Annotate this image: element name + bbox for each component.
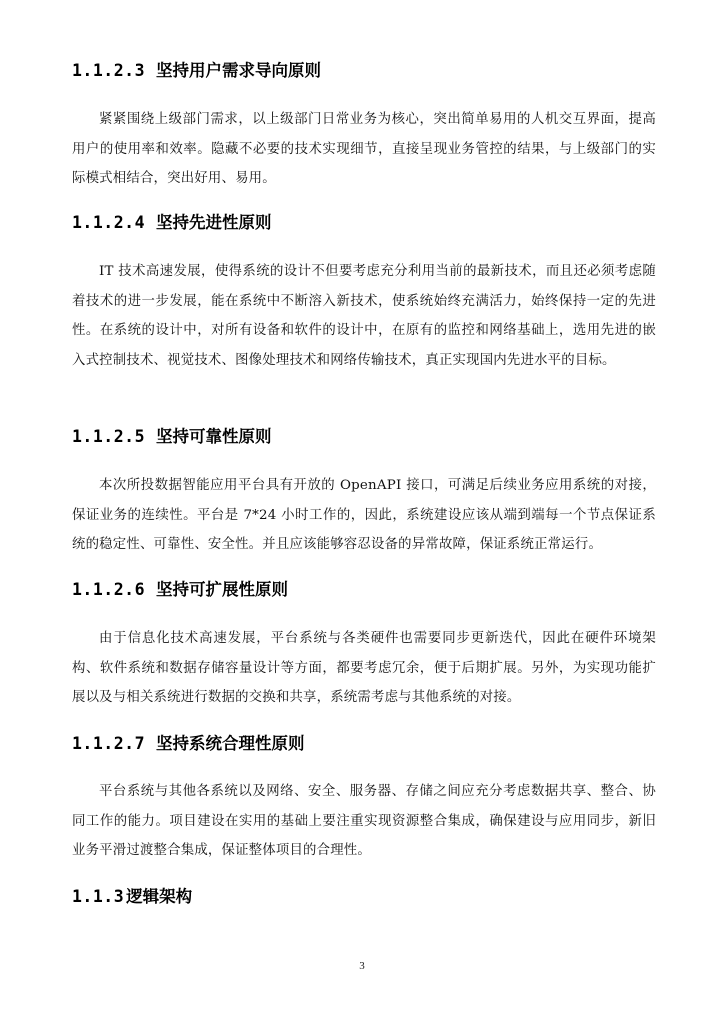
section-title: 坚持可靠性原则 [156, 428, 272, 446]
section-title: 坚持先进性原则 [156, 214, 272, 232]
page-number: 3 [359, 960, 365, 972]
section-heading-1-1-2-5 [72, 426, 272, 448]
section-number: 1.1.2.5 [72, 427, 146, 446]
section-heading-1-1-2-4 [72, 212, 272, 234]
section-heading-1-1-2-3 [72, 60, 321, 82]
section-heading-1-1-2-6 [72, 579, 288, 601]
section-heading-1-1-3 [72, 886, 192, 908]
section-title: 坚持系统合理性原则 [156, 735, 305, 753]
section-number: 1.1.2.4 [72, 213, 146, 232]
section-paragraph-1-1-2-6: 由于信息化技术高速发展，平台系统与各类硬件也需要同步更新迭代，因此在硬件环境架构、软件系统和数据存储容量设计等方面，都要考虑冗余，便于后期扩展。另外，为实现功能扩展以及与相关系统进行数据的交换和共享，系统需考虑与其他系统的对接。 [72, 631, 656, 705]
section-title: 坚持用户需求导向原则 [156, 62, 322, 80]
section-paragraph-1-1-2-4: IT 技术高速发展，使得系统的设计不但要考虑充分利用当前的最新技术，而且还必须考虑随着技术的进一步发展，能在系统中不断溶入新技术，使系统始终充满活力，始终保持一定的先进性。在系统的设计中，对所有设备和软件的设计中，在原有的监控和网络基础上，选用先进的嵌入式控制技术、视觉技术、图像处理技术和网络传输技术，真正实现国内先进水平的目标。 [72, 264, 656, 368]
section-number: 1.1.2.3 [72, 61, 146, 80]
section-paragraph-1-1-2-7: 平台系统与其他各系统以及网络、安全、服务器、存储之间应充分考虑数据共享、整合、协同工作的能力。项目建设在实用的基础上要注重实现资源整合集成，确保建设与应用同步，新旧业务平滑过渡整合集成，保证整体项目的合理性。 [72, 784, 656, 858]
section-title: 坚持可扩展性原则 [156, 581, 289, 599]
section-paragraph-1-1-2-5: 本次所投数据智能应用平台具有开放的 OpenAPI 接口，可满足后续业务应用系统的对接，保证业务的连续性。平台是 7*24 小时工作的，因此，系统建设应该从端到端每一个节点保证系统的稳定性、可靠性、安全性。并且应该能够容忍设备的异常故障，保证系统正常运行。 [72, 478, 656, 552]
section-heading-1-1-2-7 [72, 733, 305, 755]
section-number: 1.1.2.6 [72, 580, 146, 599]
section-number: 1.1.2.7 [72, 734, 146, 753]
section-paragraph-1-1-2-3: 紧紧围绕上级部门需求，以上级部门日常业务为核心，突出简单易用的人机交互界面，提高用户的使用率和效率。隐藏不必要的技术实现细节，直接呈现业务管控的结果，与上级部门的实际模式相结合，突出好用、易用。 [72, 112, 656, 186]
section-title: 逻辑架构 [126, 888, 193, 906]
section-number: 1.1.3 [72, 887, 125, 906]
